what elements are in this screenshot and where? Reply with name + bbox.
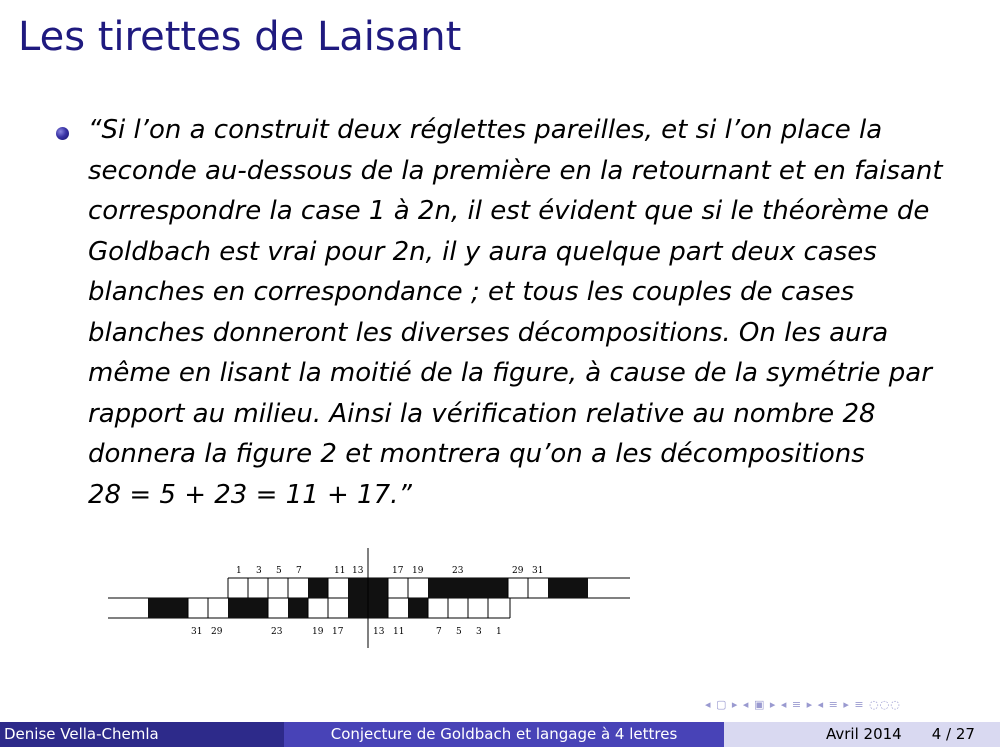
quote-line: même en lisant la moitié de la figure, à cause de la symétrie par: [88, 358, 932, 388]
top-label: 29: [512, 566, 524, 576]
top-label: 23: [452, 566, 464, 576]
footer-page-number: 4 / 27: [931, 725, 975, 743]
bottom-label: 5: [456, 627, 462, 637]
top-label: 17: [392, 566, 404, 576]
quote-line: Goldbach est vrai pour 2n, il y aura quelque part deux cases: [88, 236, 877, 267]
quote-line: “Si l’on a construit deux réglettes pareilles, et si l’on place la: [88, 115, 883, 145]
bottom-label: 13: [373, 627, 385, 637]
top-label: 19: [412, 566, 424, 576]
footer-talk-title: Conjecture de Goldbach et langage à 4 lettres: [284, 722, 724, 747]
bottom-label: 17: [332, 627, 344, 637]
bottom-strip: [108, 598, 510, 618]
bottom-label: 11: [393, 627, 405, 637]
quote-line: blanches donneront les diverses décompositions. On les aura: [88, 317, 889, 348]
top-label: 3: [256, 566, 262, 576]
bottom-label: 1: [496, 627, 502, 637]
quote-line: seconde au-dessous de la première en la retournant et en faisant: [88, 155, 943, 186]
bullet-icon: [56, 127, 69, 140]
bottom-label: 29: [211, 627, 223, 637]
laisant-strips-figure: [0, 540, 1000, 660]
top-label: 5: [276, 566, 282, 576]
top-label: 11: [334, 566, 346, 576]
top-label: 1: [236, 566, 242, 576]
bottom-label: 19: [312, 627, 324, 637]
bottom-label: 7: [436, 627, 442, 637]
quote-line: donnera la figure 2 et montrera qu’on a les décompositions: [88, 439, 865, 469]
bottom-labels: [191, 627, 502, 637]
top-label: 31: [532, 566, 544, 576]
top-label: 7: [296, 566, 302, 576]
top-labels: [236, 566, 543, 576]
bottom-label: 31: [191, 627, 203, 637]
quote-line: correspondre la case 1 à 2n, il est évident que si le théorème de: [88, 196, 930, 226]
quote-line: blanches en correspondance ; et tous les couples de cases: [88, 277, 855, 307]
slide-footer: [0, 722, 1000, 747]
bottom-label: 3: [476, 627, 482, 637]
footer-meta: [724, 722, 1000, 747]
slide-title: Les tirettes de Laisant: [18, 14, 462, 60]
beamer-navigation-icons[interactable]: ◂ ▢ ▸ ◂ ▣ ▸ ◂ ≡ ▸ ◂ ≡ ▸ ≡ ◌◌◌: [705, 698, 901, 711]
bottom-label: 23: [271, 627, 283, 637]
top-strip: [108, 578, 630, 598]
quote-line: 28 = 5 + 23 = 11 + 17.”: [88, 479, 412, 510]
footer-author: Denise Vella-Chemla: [0, 722, 284, 747]
quote-line: rapport au milieu. Ainsi la vérification relative au nombre 28: [88, 398, 876, 429]
footer-date: Avril 2014: [826, 725, 902, 743]
top-label: 13: [352, 566, 364, 576]
quote-block: [88, 110, 978, 515]
